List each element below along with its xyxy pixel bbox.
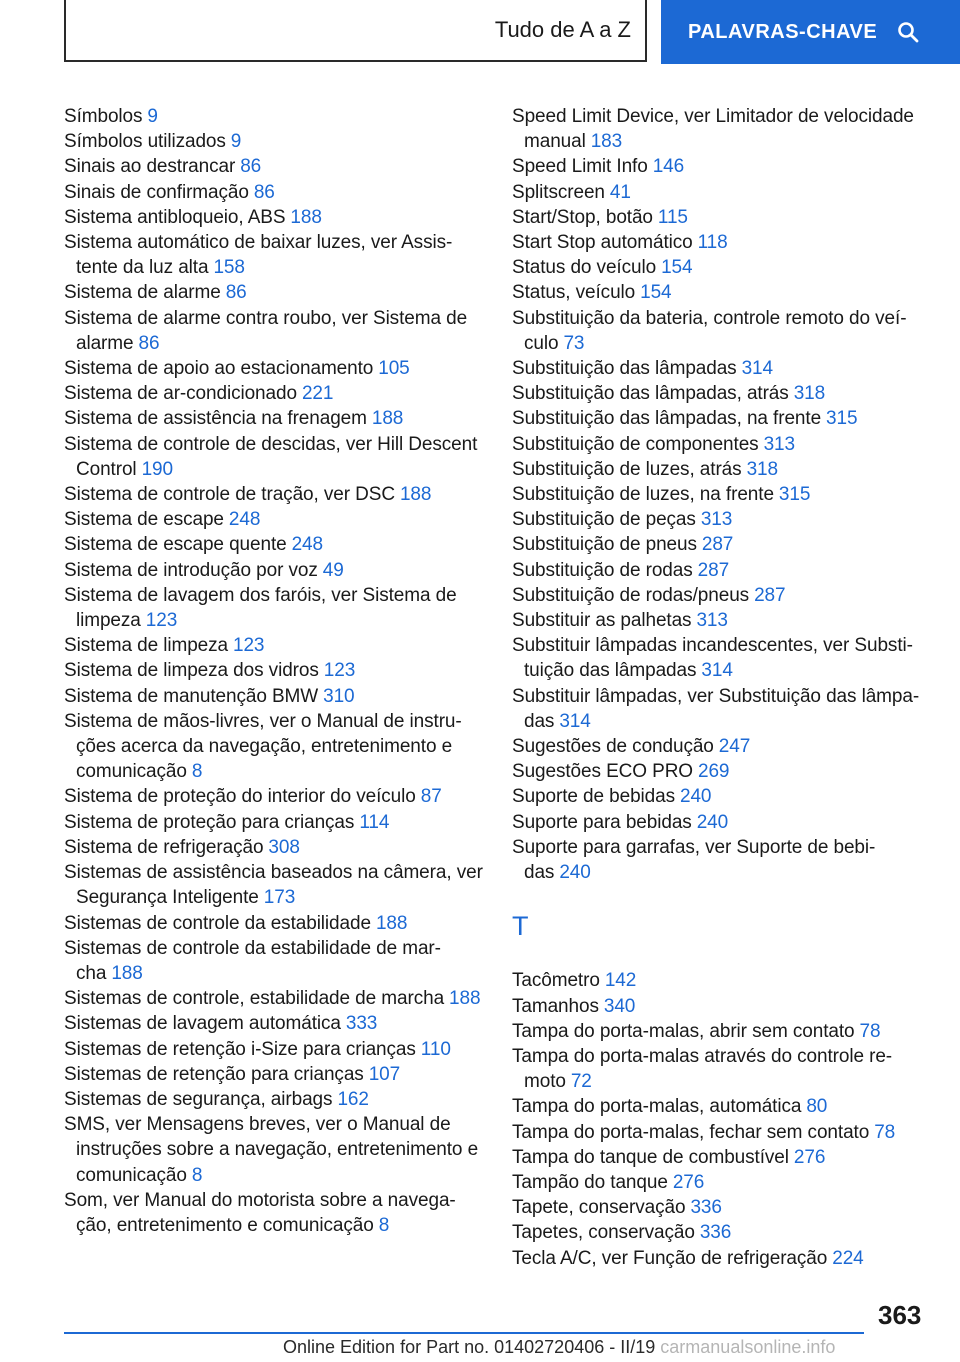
- index-entry: [64, 583, 484, 633]
- index-entry: [512, 306, 934, 356]
- page-link[interactable]: 123: [323, 660, 356, 682]
- index-entry-text: Substituição de pneus: [512, 534, 697, 556]
- index-entry: [512, 180, 934, 205]
- index-entry: [512, 1195, 934, 1220]
- index-entry: [512, 381, 934, 406]
- index-entry: [512, 1246, 934, 1271]
- index-entry-text: Suporte de bebidas: [512, 786, 675, 808]
- index-entry: [64, 154, 484, 179]
- index-entry-text: Sistema de limpeza dos vidros: [64, 660, 319, 682]
- index-entry-text: Tampão do tanque: [512, 1171, 668, 1193]
- page-link[interactable]: 154: [661, 257, 693, 279]
- index-entry: [512, 1044, 934, 1094]
- index-entry-text: Status, veículo: [512, 282, 636, 304]
- index-entry-text: Tapetes, conservação: [512, 1222, 695, 1244]
- index-entry-text: Sugestões ECO PRO: [512, 761, 693, 783]
- page-link[interactable]: 49: [322, 559, 344, 581]
- page-link[interactable]: 333: [345, 1013, 378, 1035]
- index-entry: [512, 968, 934, 993]
- index-entry-text: Tampa do porta-malas, fechar sem contato: [512, 1121, 870, 1143]
- index-entry-text: Símbolos: [64, 106, 143, 127]
- page-link[interactable]: 276: [793, 1146, 826, 1168]
- index-entry: [64, 306, 484, 356]
- index-entry-text: Sistema de escape: [64, 509, 224, 531]
- page-link[interactable]: 41: [609, 181, 631, 203]
- index-entry: [512, 684, 934, 734]
- index-entry: [512, 583, 934, 608]
- index-entry-text: Tapete, conservação: [512, 1197, 686, 1219]
- index-entry-text: Tampa do porta-malas, abrir sem contato: [512, 1020, 855, 1042]
- index-entry-text: Status do veículo: [512, 257, 657, 279]
- index-entry-text: Sistema automático de baixar luzes, ver Assistente da luz alta: [64, 232, 453, 279]
- page-link[interactable]: 313: [763, 433, 795, 455]
- page-link[interactable]: 308: [268, 836, 300, 858]
- index-entry: [64, 532, 484, 557]
- page-link[interactable]: 86: [138, 332, 160, 354]
- index-entry: [512, 1220, 934, 1245]
- index-entry: [64, 356, 484, 381]
- page-link[interactable]: 287: [697, 559, 730, 581]
- index-entry: [512, 356, 934, 381]
- index-entry-text: Substituição das lâmpadas, na frente: [512, 408, 822, 430]
- index-entry: [64, 986, 484, 1011]
- index-entry: [512, 1019, 934, 1044]
- page-link[interactable]: 188: [290, 206, 322, 228]
- index-entry-text: Sistemas de controle, estabilidade de marcha: [64, 988, 445, 1010]
- page-link[interactable]: 310: [323, 685, 355, 707]
- page-link[interactable]: 78: [859, 1020, 881, 1042]
- index-entry: [64, 1087, 484, 1112]
- page-link[interactable]: 114: [359, 811, 390, 833]
- index-entry: [64, 381, 484, 406]
- index-entry-text: Splitscreen: [512, 181, 605, 203]
- index-entry: [64, 104, 484, 129]
- index-entry: [512, 280, 934, 305]
- page-link[interactable]: 336: [690, 1197, 722, 1219]
- page-link[interactable]: 173: [263, 887, 296, 909]
- index-entry-text: Speed Limit Info: [512, 156, 648, 178]
- index-entry-text: Substituição de luzes, atrás: [512, 458, 742, 480]
- index-entry-text: SMS, ver Mensagens breves, ver o Manual de instruções sobre a navegação, entretenimento e comunicação: [64, 1114, 479, 1186]
- index-entry-text: Suporte para bebidas: [512, 811, 692, 833]
- tab-a-to-z-label: Tudo de A a Z: [494, 17, 631, 42]
- index-entry-text: Sistema de proteção para crianças: [64, 811, 355, 833]
- index-entry-text: Som, ver Manual do motorista sobre a navegação, entretenimento e comunicação: [64, 1189, 456, 1236]
- page-link[interactable]: 8: [378, 1214, 390, 1236]
- page-link[interactable]: 142: [604, 970, 637, 992]
- page-link[interactable]: 9: [230, 131, 242, 153]
- page-link[interactable]: 158: [213, 257, 245, 279]
- page-link[interactable]: 248: [291, 534, 323, 556]
- index-entry-text: Start Stop automático: [512, 232, 693, 254]
- index-entry: [64, 835, 484, 860]
- index-entry: [64, 936, 484, 986]
- page-link[interactable]: 105: [378, 358, 410, 380]
- index-entry: [512, 255, 934, 280]
- index-entry: [512, 1170, 934, 1195]
- page-link[interactable]: 154: [640, 282, 672, 304]
- page-link[interactable]: 188: [449, 988, 481, 1010]
- page-link[interactable]: 123: [145, 610, 178, 632]
- page-link[interactable]: 240: [559, 862, 591, 884]
- page-link[interactable]: 287: [754, 584, 786, 606]
- page-link[interactable]: 188: [399, 484, 432, 506]
- page-link[interactable]: 73: [563, 332, 585, 354]
- index-entry-text: Sistemas de retenção para crianças: [64, 1063, 364, 1085]
- index-entry-text: Sistemas de segurança, airbags: [64, 1088, 333, 1110]
- index-entry: [64, 684, 484, 709]
- page-link[interactable]: 276: [672, 1171, 705, 1193]
- index-entry-text: Substituir lâmpadas, ver Substituição das lâmpadas: [512, 685, 920, 732]
- index-entry: [512, 994, 934, 1019]
- page-link[interactable]: 183: [590, 131, 623, 153]
- index-entry: [64, 507, 484, 532]
- page-link[interactable]: 72: [570, 1071, 592, 1093]
- page-link[interactable]: 269: [698, 761, 730, 783]
- index-entry-text: Substituir as palhetas: [512, 610, 692, 632]
- page-link[interactable]: 188: [375, 912, 408, 934]
- index-entry-text: Sistema de escape quente: [64, 534, 287, 556]
- index-entry: [512, 1094, 934, 1119]
- page-link[interactable]: 146: [652, 156, 685, 178]
- index-entry: [512, 784, 934, 809]
- index-entry: [64, 911, 484, 936]
- index-group-t: [512, 968, 934, 1270]
- page-link[interactable]: 190: [141, 458, 173, 480]
- page-link[interactable]: 248: [228, 509, 261, 531]
- index-entry-text: Sistema de proteção do interior do veículo: [64, 786, 416, 808]
- index-entry-text: Sistemas de retenção i-Size para crianças: [64, 1038, 416, 1060]
- page-link[interactable]: 340: [603, 995, 636, 1017]
- index-entry: [512, 432, 934, 457]
- footer-watermark: carmanualsonline.info: [660, 1337, 836, 1357]
- page-link[interactable]: 314: [741, 358, 773, 380]
- page-link[interactable]: 80: [806, 1096, 828, 1118]
- top-navigation: [0, 0, 960, 66]
- page-link[interactable]: 87: [420, 786, 442, 808]
- index-entry-text: Substituição das lâmpadas: [512, 358, 737, 380]
- index-entry-text: Sistema de controle de tração, ver DSC: [64, 484, 395, 506]
- page-link[interactable]: 188: [111, 962, 143, 984]
- index-entry-text: Sistema de mãos-livres, ver o Manual de instruções acerca da navegação, entretenimento e comunicação: [64, 710, 462, 783]
- page-link[interactable]: 315: [778, 484, 811, 506]
- index-entry: [64, 406, 484, 431]
- page-link[interactable]: 240: [696, 811, 729, 833]
- index-group-s: [512, 104, 934, 885]
- index-entry: [64, 129, 484, 154]
- index-entry-text: Sistema de controle de descidas, ver Hill Descent Control: [64, 433, 478, 480]
- page-link[interactable]: 318: [793, 383, 826, 405]
- index-entry-text: Substituição de rodas: [512, 559, 693, 581]
- page-link[interactable]: 188: [371, 408, 404, 430]
- index-entry: [512, 507, 934, 532]
- page-link[interactable]: 313: [700, 509, 733, 531]
- page-link[interactable]: 115: [657, 206, 688, 228]
- page-link[interactable]: 78: [874, 1121, 896, 1143]
- page-link[interactable]: 8: [191, 761, 203, 783]
- index-entry: [512, 759, 934, 784]
- index-entry: [512, 457, 934, 482]
- index-entry: [64, 230, 484, 280]
- index-entry-text: Sistema de assistência na frenagem: [64, 408, 367, 430]
- page-link[interactable]: 162: [337, 1088, 369, 1110]
- index-entry-text: Speed Limit Device, ver Limitador de velocidade manual: [512, 106, 914, 153]
- index-entry-text: Start/Stop, botão: [512, 206, 653, 228]
- page-link[interactable]: 224: [832, 1247, 864, 1269]
- index-entry-text: Substituição de peças: [512, 509, 696, 531]
- index-entry-text: Sistema de apoio ao estacionamento: [64, 358, 374, 380]
- index-entry-text: Tacômetro: [512, 970, 600, 992]
- index-entry-text: Substituição da bateria, controle remoto do veículo: [512, 307, 907, 354]
- page-link[interactable]: 123: [233, 635, 265, 657]
- index-entry-text: Sistema de ar-condicionado: [64, 383, 297, 405]
- index-entry-text: Substituição de componentes: [512, 433, 759, 455]
- index-entry: [64, 432, 484, 482]
- index-entry-text: Sistema antibloqueio, ABS: [64, 206, 286, 228]
- search-icon[interactable]: [897, 21, 919, 43]
- index-column-left: [64, 104, 484, 1238]
- index-entry: [512, 532, 934, 557]
- page-link[interactable]: 313: [696, 610, 728, 632]
- index-entry: [64, 633, 484, 658]
- index-column-right: [512, 104, 934, 1271]
- page-link[interactable]: 314: [559, 710, 591, 732]
- index-entry: [512, 835, 934, 885]
- index-entry-text: Sistema de introdução por voz: [64, 559, 318, 581]
- page-link[interactable]: 287: [701, 534, 734, 556]
- index-entry: [512, 154, 934, 179]
- page-link[interactable]: 86: [240, 156, 262, 178]
- index-entry: [512, 633, 934, 683]
- index-entry-text: Substituição de luzes, na frente: [512, 484, 774, 506]
- index-entry: [64, 1037, 484, 1062]
- page-link[interactable]: 86: [225, 282, 247, 304]
- page-link[interactable]: 247: [718, 736, 751, 758]
- index-entry: [64, 280, 484, 305]
- footer-divider: [64, 1332, 864, 1334]
- index-entry-text: Tampa do porta-malas através do controle remoto: [512, 1045, 893, 1093]
- index-entry: [64, 558, 484, 583]
- index-entry-text: Sistema de refrigeração: [64, 836, 264, 858]
- index-entry: [512, 734, 934, 759]
- page-link[interactable]: 221: [301, 383, 334, 405]
- index-entry: [512, 608, 934, 633]
- index-entry-text: Sistemas de controle da estabilidade: [64, 912, 371, 934]
- page-link[interactable]: 86: [253, 181, 275, 203]
- index-entry: [512, 205, 934, 230]
- page-link[interactable]: 314: [701, 660, 733, 682]
- index-entry-text: Substituição de rodas/pneus: [512, 584, 750, 606]
- index-entry: [512, 1120, 934, 1145]
- index-entry-text: Sugestões de condução: [512, 736, 714, 758]
- page-link[interactable]: 336: [699, 1222, 732, 1244]
- page-link[interactable]: 318: [746, 458, 778, 480]
- index-entry: [64, 1188, 484, 1238]
- index-entry-text: Sistema de alarme contra roubo, ver Sistema de alarme: [64, 307, 468, 354]
- index-entry-text: Sistema de manutenção BMW: [64, 685, 319, 707]
- index-entry: [64, 784, 484, 809]
- page-link[interactable]: 315: [826, 408, 858, 430]
- footer-edition: Online Edition for Part no. 01402720406 - II/19: [283, 1337, 656, 1357]
- index-entry: [512, 1145, 934, 1170]
- index-entry: [64, 1062, 484, 1087]
- index-entry: [512, 558, 934, 583]
- page-link[interactable]: 118: [697, 232, 728, 254]
- footer: [283, 1337, 835, 1358]
- page-link[interactable]: 107: [368, 1063, 401, 1085]
- index-entry: [512, 482, 934, 507]
- index-entry-text: Sistemas de assistência baseados na câmera, ver Segurança Inteligente: [64, 862, 483, 909]
- page-link[interactable]: 8: [191, 1164, 203, 1186]
- index-entry-text: Sinais de confirmação: [64, 181, 249, 203]
- index-entry-text: Sistema de limpeza: [64, 635, 228, 657]
- tab-a-to-z[interactable]: [64, 0, 647, 62]
- page-link[interactable]: 9: [147, 106, 158, 127]
- index-entry-text: Tampa do porta-malas, automática: [512, 1096, 802, 1118]
- index-entry-text: Sistema de alarme: [64, 282, 221, 304]
- index-entry: [64, 1112, 484, 1188]
- index-entry-text: Tecla A/C, ver Função de refrigeração: [512, 1247, 828, 1269]
- index-entry-text: Tamanhos: [512, 995, 599, 1017]
- tab-keywords-label: PALAVRAS-CHAVE: [688, 20, 878, 43]
- index-entry: [64, 180, 484, 205]
- index-entry: [64, 658, 484, 683]
- section-letter-t: T: [512, 911, 529, 942]
- page-number: 363: [878, 1300, 922, 1330]
- index-entry: [512, 406, 934, 431]
- page-link[interactable]: 240: [680, 786, 712, 808]
- index-entry-text: Sistema de lavagem dos faróis, ver Sistema de limpeza: [64, 584, 457, 632]
- index-entry: [64, 709, 484, 785]
- index-entry: [512, 104, 934, 154]
- index-entry: [64, 482, 484, 507]
- tab-keywords[interactable]: [661, 0, 960, 64]
- index-entry: [64, 860, 484, 910]
- index-entry-text: Sistemas de controle da estabilidade de marcha: [64, 937, 441, 984]
- index-entry-text: Sinais ao destrancar: [64, 156, 236, 178]
- index-entry-text: Substituição das lâmpadas, atrás: [512, 383, 789, 405]
- index-entry-text: Sistemas de lavagem automática: [64, 1013, 341, 1035]
- index-entry-text: Símbolos utilizados: [64, 131, 226, 153]
- index-entry-text: Substituir lâmpadas incandescentes, ver Substituição das lâmpadas: [512, 635, 913, 682]
- index-entry: [64, 1011, 484, 1036]
- index-entry-text: Tampa do tanque de combustível: [512, 1146, 789, 1168]
- index-entry: [512, 230, 934, 255]
- index-entry: [64, 810, 484, 835]
- index-entry: [64, 205, 484, 230]
- index-entry: [512, 810, 934, 835]
- page-link[interactable]: 110: [420, 1038, 451, 1060]
- index-entry-text: Suporte para garrafas, ver Suporte de bebidas: [512, 836, 876, 884]
